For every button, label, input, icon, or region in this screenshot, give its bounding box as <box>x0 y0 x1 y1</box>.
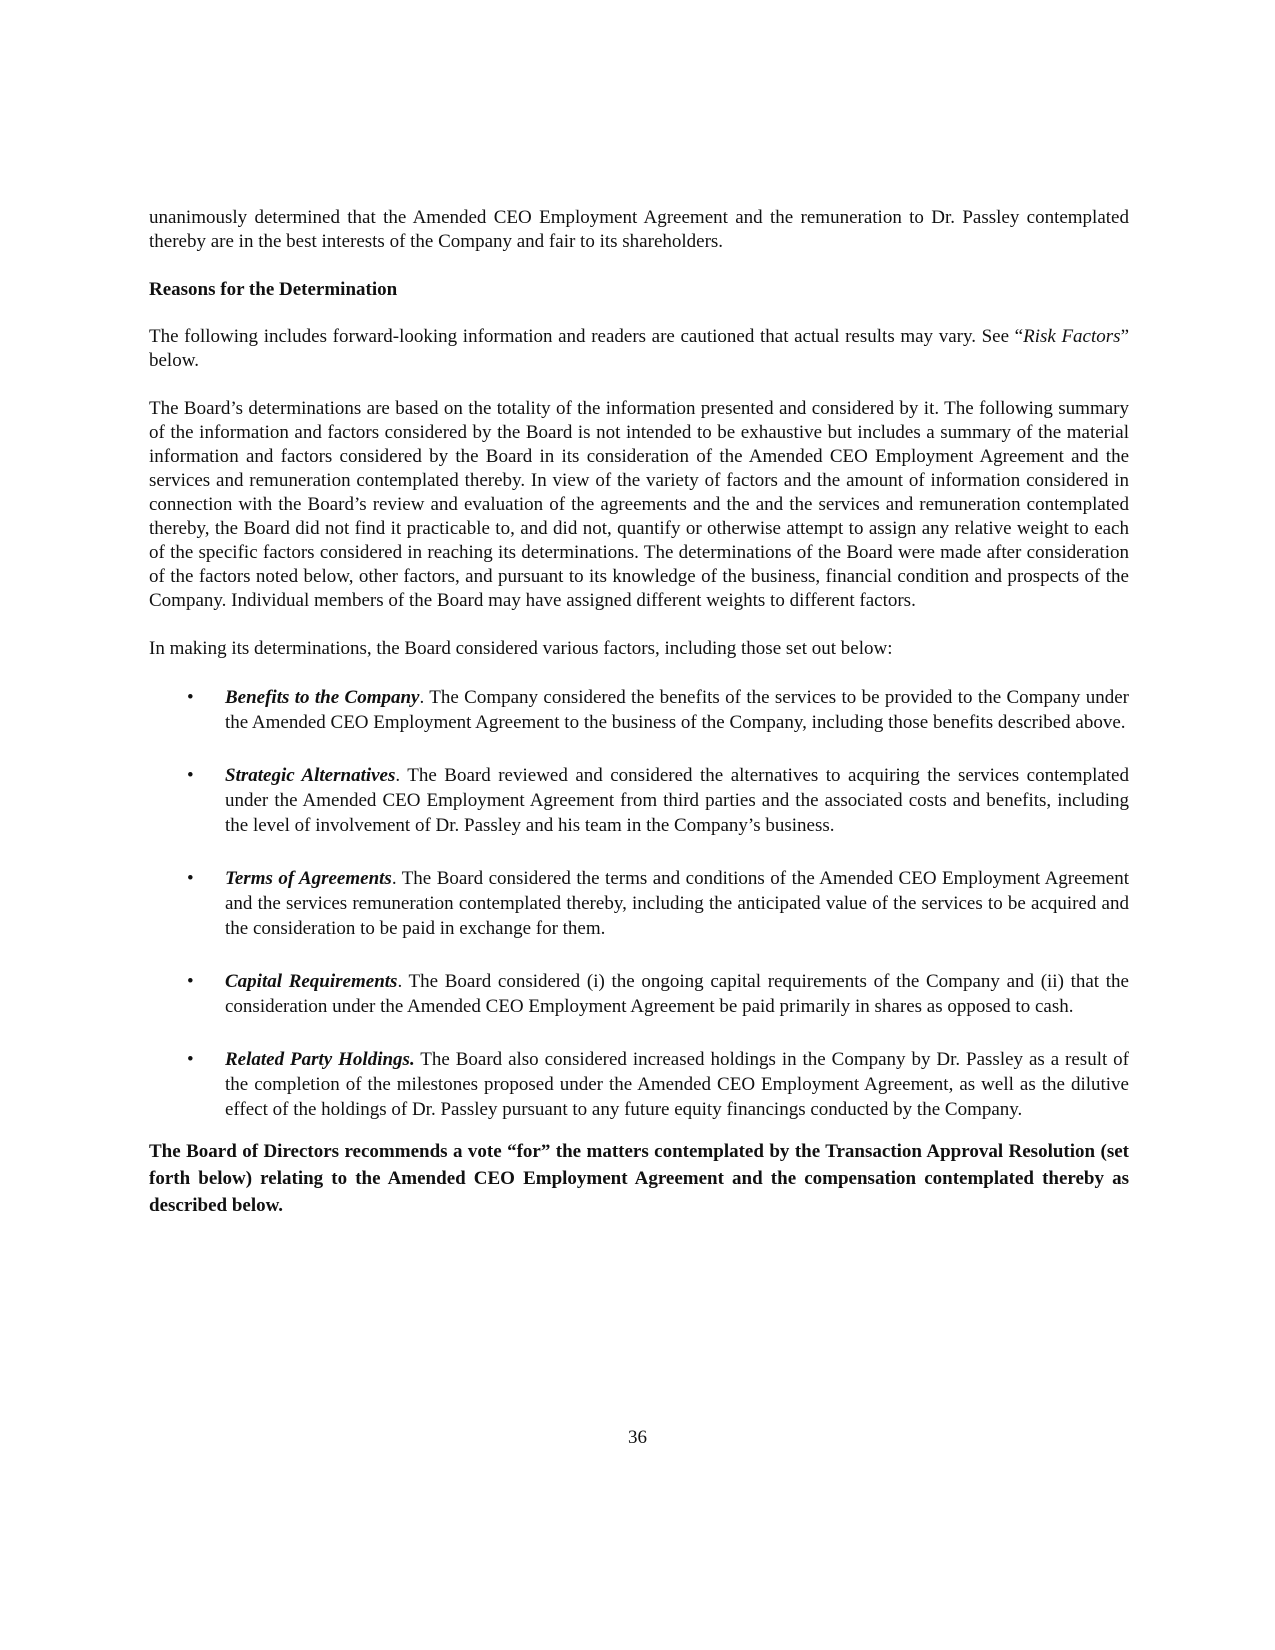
factor-term: Strategic Alternatives <box>225 765 396 786</box>
section-heading: Reasons for the Determination <box>149 279 398 300</box>
forward-text-before: The following includes forward-looking information and readers are cautioned that actual results may vary. See “ <box>149 326 1024 347</box>
board-determinations-paragraph: The Board’s determinations are based on the totality of the information presented and considered by it. The following summary of the information and factors considered by the Board is not intended to be exhaustive but includes a summary of the material information and factors considered by the Board in its consideration of the Amended CEO Employment Agreement and the services and remuneration contemplated thereby. In view of the variety of factors and the amount of information considered in connection with the Board’s review and evaluation of the agreements and the and the services and remuneration contemplated thereby, the Board did not find it practicable to, and did not, quantify or otherwise attempt to assign any relative weight to each of the specific factors considered in reaching its determinations. The determinations of the Board were made after consideration of the factors noted below, other factors, and pursuant to its knowledge of the business, financial condition and prospects of the Company. Individual members of the Board may have assigned different weights to different factors. <box>149 398 1129 611</box>
list-item <box>149 685 1129 735</box>
document-page <box>149 206 1129 1219</box>
intro-paragraph: unanimously determined that the Amended CEO Employment Agreement and the remuneration to Dr. Passley contemplated thereby are in the best interests of the Company and fair to its shareholders. <box>149 207 1129 252</box>
factors-intro-paragraph: In making its determinations, the Board considered various factors, including those set out below: <box>149 638 893 659</box>
factors-list <box>149 685 1129 1122</box>
factor-text: The Board also considered increased holdings in the Company by Dr. Passley as a result of the completion of the milestones proposed under the Amended CEO Employment Agreement, as well as the dilutive effect of the holdings of Dr. Passley pursuant to any future equity financings conducted by the Company. <box>225 1049 1129 1120</box>
page-number: 36 <box>628 1427 647 1448</box>
factor-text: . The Board considered (i) the ongoing capital requirements of the Company and (ii) that the consideration under the Amended CEO Employment Agreement be paid primarily in shares as opposed to cash. <box>225 971 1129 1017</box>
factor-term: Benefits to the Company <box>225 687 420 708</box>
factor-text: . The Board considered the terms and conditions of the Amended CEO Employment Agreement and the services remuneration contemplated thereby, including the anticipated value of the services to be acquired and the consideration to be paid in exchange for them. <box>225 868 1129 939</box>
factor-text: . The Company considered the benefits of the services to be provided to the Company under the Amended CEO Employment Agreement to the business of the Company, including those benefits described above. <box>225 687 1129 733</box>
factor-text: . The Board reviewed and considered the alternatives to acquiring the services contemplated under the Amended CEO Employment Agreement from third parties and the associated costs and benefits, including the level of involvement of Dr. Passley and his team in the Company’s business. <box>225 765 1129 836</box>
factor-term: Capital Requirements <box>225 971 398 992</box>
bullet-icon: • <box>187 1049 194 1070</box>
factor-term: Terms of Agreements <box>225 868 392 889</box>
list-item <box>149 866 1129 941</box>
list-item <box>149 1047 1129 1122</box>
forward-text-after: ” below. <box>149 326 1129 371</box>
bullet-icon: • <box>187 971 194 992</box>
forward-looking-paragraph <box>149 325 1129 373</box>
list-item <box>149 969 1129 1019</box>
factor-term: Related Party Holdings. <box>225 1049 415 1070</box>
risk-factors-reference: Risk Factors <box>1023 326 1121 347</box>
list-item <box>149 763 1129 838</box>
bullet-icon: • <box>187 765 194 786</box>
board-recommendation: The Board of Directors recommends a vote “for” the matters contemplated by the Transaction Approval Resolution (set forth below) relating to the Amended CEO Employment Agreement and the compensation contemplated thereby as described below. <box>149 1141 1129 1216</box>
bullet-icon: • <box>187 687 194 708</box>
bullet-icon: • <box>187 868 194 889</box>
